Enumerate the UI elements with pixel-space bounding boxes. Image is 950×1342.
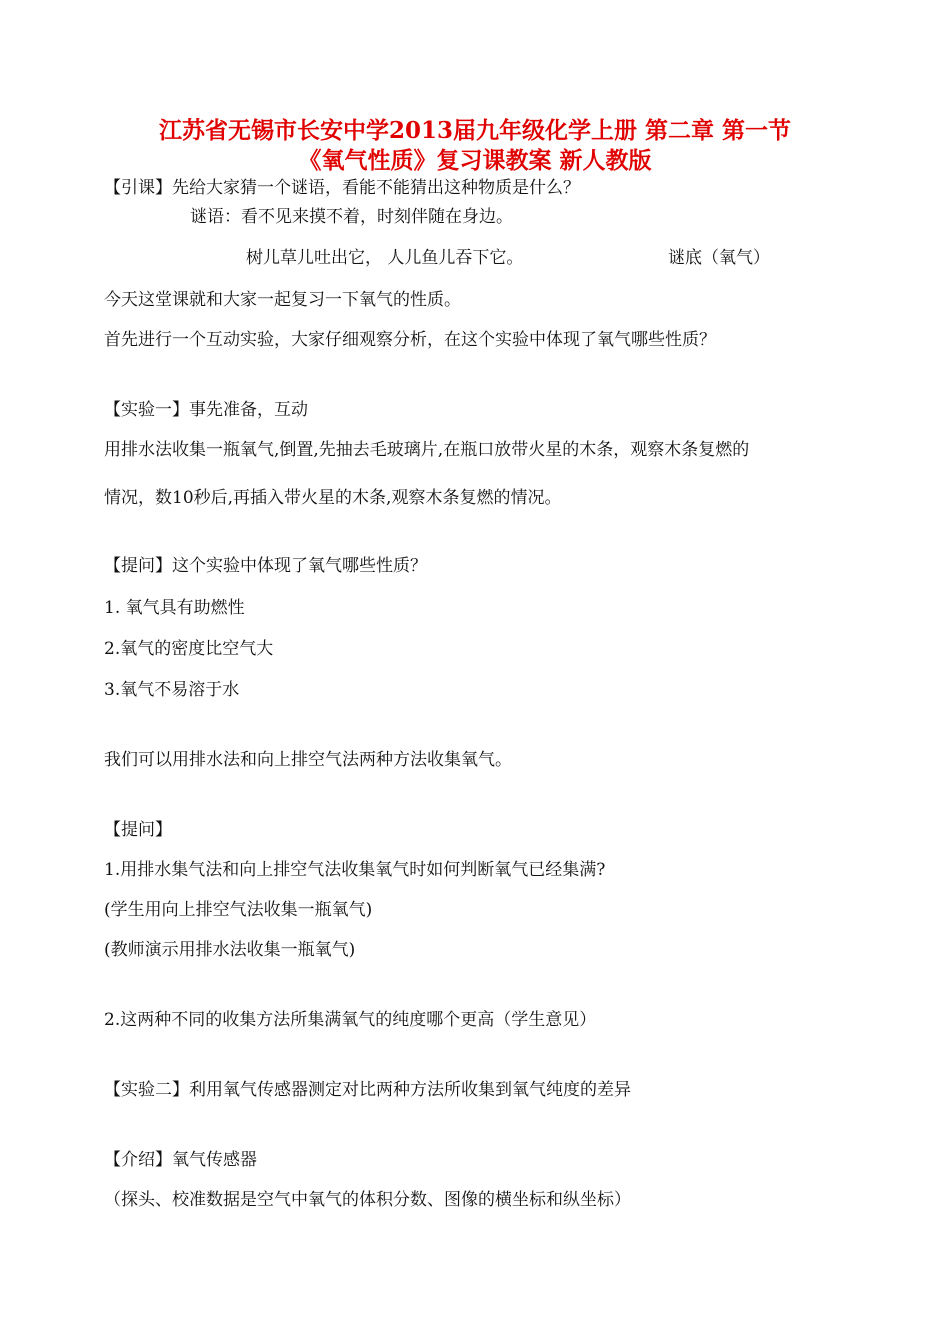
today-paragraph: 今天这堂课就和大家一起复习一下氧气的性质。 [104, 290, 461, 310]
experiment-1-text-2: 情况，数10秒后,再插入带火星的木条,观察木条复燃的情况。 [104, 488, 562, 508]
question-2-item-1: 1.用排水集气法和向上排空气法收集氧气时如何判断氧气已经集满? [104, 860, 606, 880]
question-2-item-2: 2.这两种不同的收集方法所集满氧气的纯度哪个更高（学生意见） [104, 1010, 597, 1030]
riddle-line-1: 谜语：看不见来摸不着，时刻伴随在身边。 [190, 207, 513, 227]
intro-paragraph: 【引课】先给大家猜一个谜语，看能不能猜出这种物质是什么？ [104, 178, 580, 198]
question-2-note-1: (学生用向上排空气法收集一瓶氧气) [104, 900, 373, 920]
riddle-line-2: 树儿草儿吐出它， 人儿鱼儿吞下它。 [246, 248, 524, 268]
collect-paragraph: 我们可以用排水法和向上排空气法两种方法收集氧气。 [104, 750, 512, 770]
document-title-line-2: 《氧气性质》复习课教案 新人教版 [298, 147, 652, 174]
question-2-heading: 【提问】 [104, 820, 172, 840]
first-paragraph: 首先进行一个互动实验，大家仔细观察分析，在这个实验中体现了氧气哪些性质？ [104, 330, 716, 350]
experiment-1-text-1: 用排水法收集一瓶氧气,倒置,先抽去毛玻璃片,在瓶口放带火星的木条，观察木条复燃的 [104, 440, 750, 460]
experiment-1-heading: 【实验一】事先准备，互动 [104, 400, 308, 420]
property-3: 3.氧气不易溶于水 [104, 680, 240, 700]
introduction-heading: 【介绍】氧气传感器 [104, 1150, 257, 1170]
question-2-note-2: (教师演示用排水法收集一瓶氧气) [104, 940, 356, 960]
riddle-answer: 谜底（氧气） [668, 248, 770, 268]
introduction-note: （探头、校准数据是空气中氧气的体积分数、图像的横坐标和纵坐标） [104, 1190, 631, 1210]
property-1: 1. 氧气具有助燃性 [104, 598, 245, 618]
document-title-line-1: 江苏省无锡市长安中学2013届九年级化学上册 第二章 第一节 [158, 117, 792, 144]
experiment-2-heading: 【实验二】利用氧气传感器测定对比两种方法所收集到氧气纯度的差异 [104, 1080, 631, 1100]
question-1: 【提问】这个实验中体现了氧气哪些性质？ [104, 556, 427, 576]
property-2: 2.氧气的密度比空气大 [104, 639, 274, 659]
